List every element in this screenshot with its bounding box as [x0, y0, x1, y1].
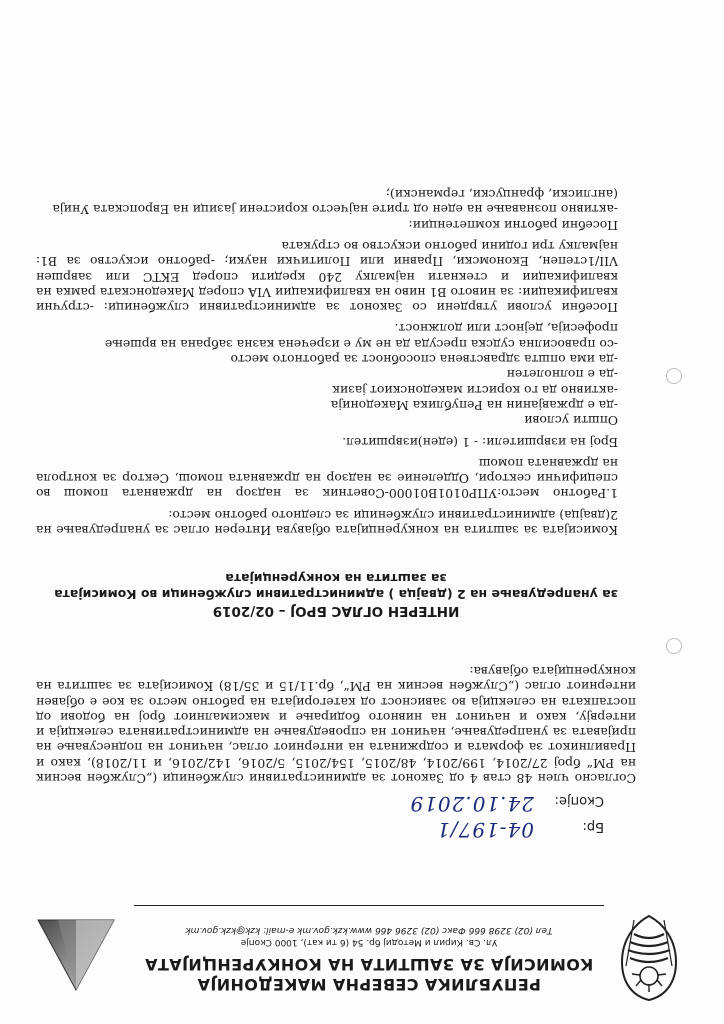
general-condition-item: -да е државјанин на Република Македонија: [330, 397, 618, 413]
commission-triangle-logo-icon: [34, 916, 118, 994]
reference-number-handwritten: 04-197/1: [436, 818, 534, 842]
institution-name: КОМИСИЈА ЗА ЗАШТИТА НА КОНКУРЕНЦИЈАТА: [144, 955, 594, 974]
notice-title: ИНТЕРЕН ОГЛАС БРОЈ – 02/2019: [212, 603, 460, 619]
intro-paragraph: Согласно член 48 став 4 од Законот за административни службеници („Службен весник на РМ“ број 27/2014, 199/2014, 48/2015, 154/2015, 5/2016, 142/2016, и 11/2018), како и Правилникот за формата и содржината на интерниот оглас, начинот на поднесување на пријавата за унапредување, начинот на спроведување на административната селекција и интервју, како и начинот на нивното бодирање и максималниот број на бодови од постапката на селекција во зависност од категоријата на работно место за кое е објавен интерниот оглас („Службен весник на РМ“, бр.11/15 и 35/18) Комисијата за заштита на конкуренцијата објавува:: [36, 663, 636, 786]
general-condition-item: -со правосилна судска пресуда да не му е изречена казна забрана на вршење професија, дејност или должност.: [104, 321, 618, 352]
institution-country: РЕПУБЛИКА СЕВЕРНА МАКЕДОНИЈА: [197, 975, 541, 994]
position-paragraph: 1.Работно место:УПР0101B01000-Советник за надзор на државната помош во специфични сектори, Одделение за надзор на државната помош, Сектор за контрола на државната помош: [36, 455, 618, 502]
announcement-paragraph: Комисијата за заштита на конкуренцијата објавува Интерен оглас за унапредување на 2(двајца) административни службеници за следното работно место:: [36, 507, 618, 538]
letterhead: [0, 874, 724, 1024]
competencies-title: Посебни работни компетенции:: [408, 217, 618, 233]
notice-title-block: [36, 570, 636, 620]
notice-subtitle-2: за заштита на конкуренцијата: [225, 571, 447, 586]
competencies-text: -активно познавање на еден од трите најчесто користени јазици на Европската Унија (англиски, француски, германски);: [52, 187, 618, 218]
general-condition-item: -да е полнолетен: [506, 367, 618, 383]
general-conditions: [36, 321, 636, 428]
general-conditions-title: Општи услови: [524, 413, 618, 429]
institution-address: Ул. Св. Кирил и Методиј бр. 54 (6 ти кат), 1000 Скопје: [240, 937, 498, 947]
executors-count: Број на извршители: - 1 (еден)извршител.: [342, 434, 618, 450]
letterhead-text: [134, 924, 604, 994]
institution-contact: Тел (02) 3298 666 Факс (02) 3296 466 www.kzk.gov.mk e-mail: kzk@kzk.gov.mk: [185, 925, 553, 935]
competencies-section: [36, 187, 636, 233]
punch-hole: [666, 638, 682, 654]
reference-date-label: Скопје:: [554, 793, 604, 808]
letterhead-divider: [134, 905, 604, 906]
punch-hole: [666, 368, 682, 384]
reference-number-label: Бр:: [582, 819, 604, 834]
general-condition-item: -да има општа здравствена способност за работното место: [230, 352, 618, 368]
state-emblem-icon: [614, 911, 684, 1006]
general-condition-item: -активно да го користи македонскиот јазик: [332, 382, 618, 398]
special-conditions: Посебни услови утврдени со Законот за административни службеници: -стручни квалификации: за нивото В1 ниво на квалификации VIA според Македонската рамка на квалификации и стекнати најмалку 240 кредити според ЕКТС или завршен VII/1степен, Економски, Правни или Политички науки; -работно искуство за В1: најмалку три години работно искуство во струката: [36, 238, 618, 316]
reference-date-handwritten: 24.10.2019: [409, 792, 534, 816]
notice-body: [36, 187, 636, 538]
notice-subtitle-1: за унапредување на 2 (двајца ) административни службеници во Комисијата: [54, 587, 618, 602]
